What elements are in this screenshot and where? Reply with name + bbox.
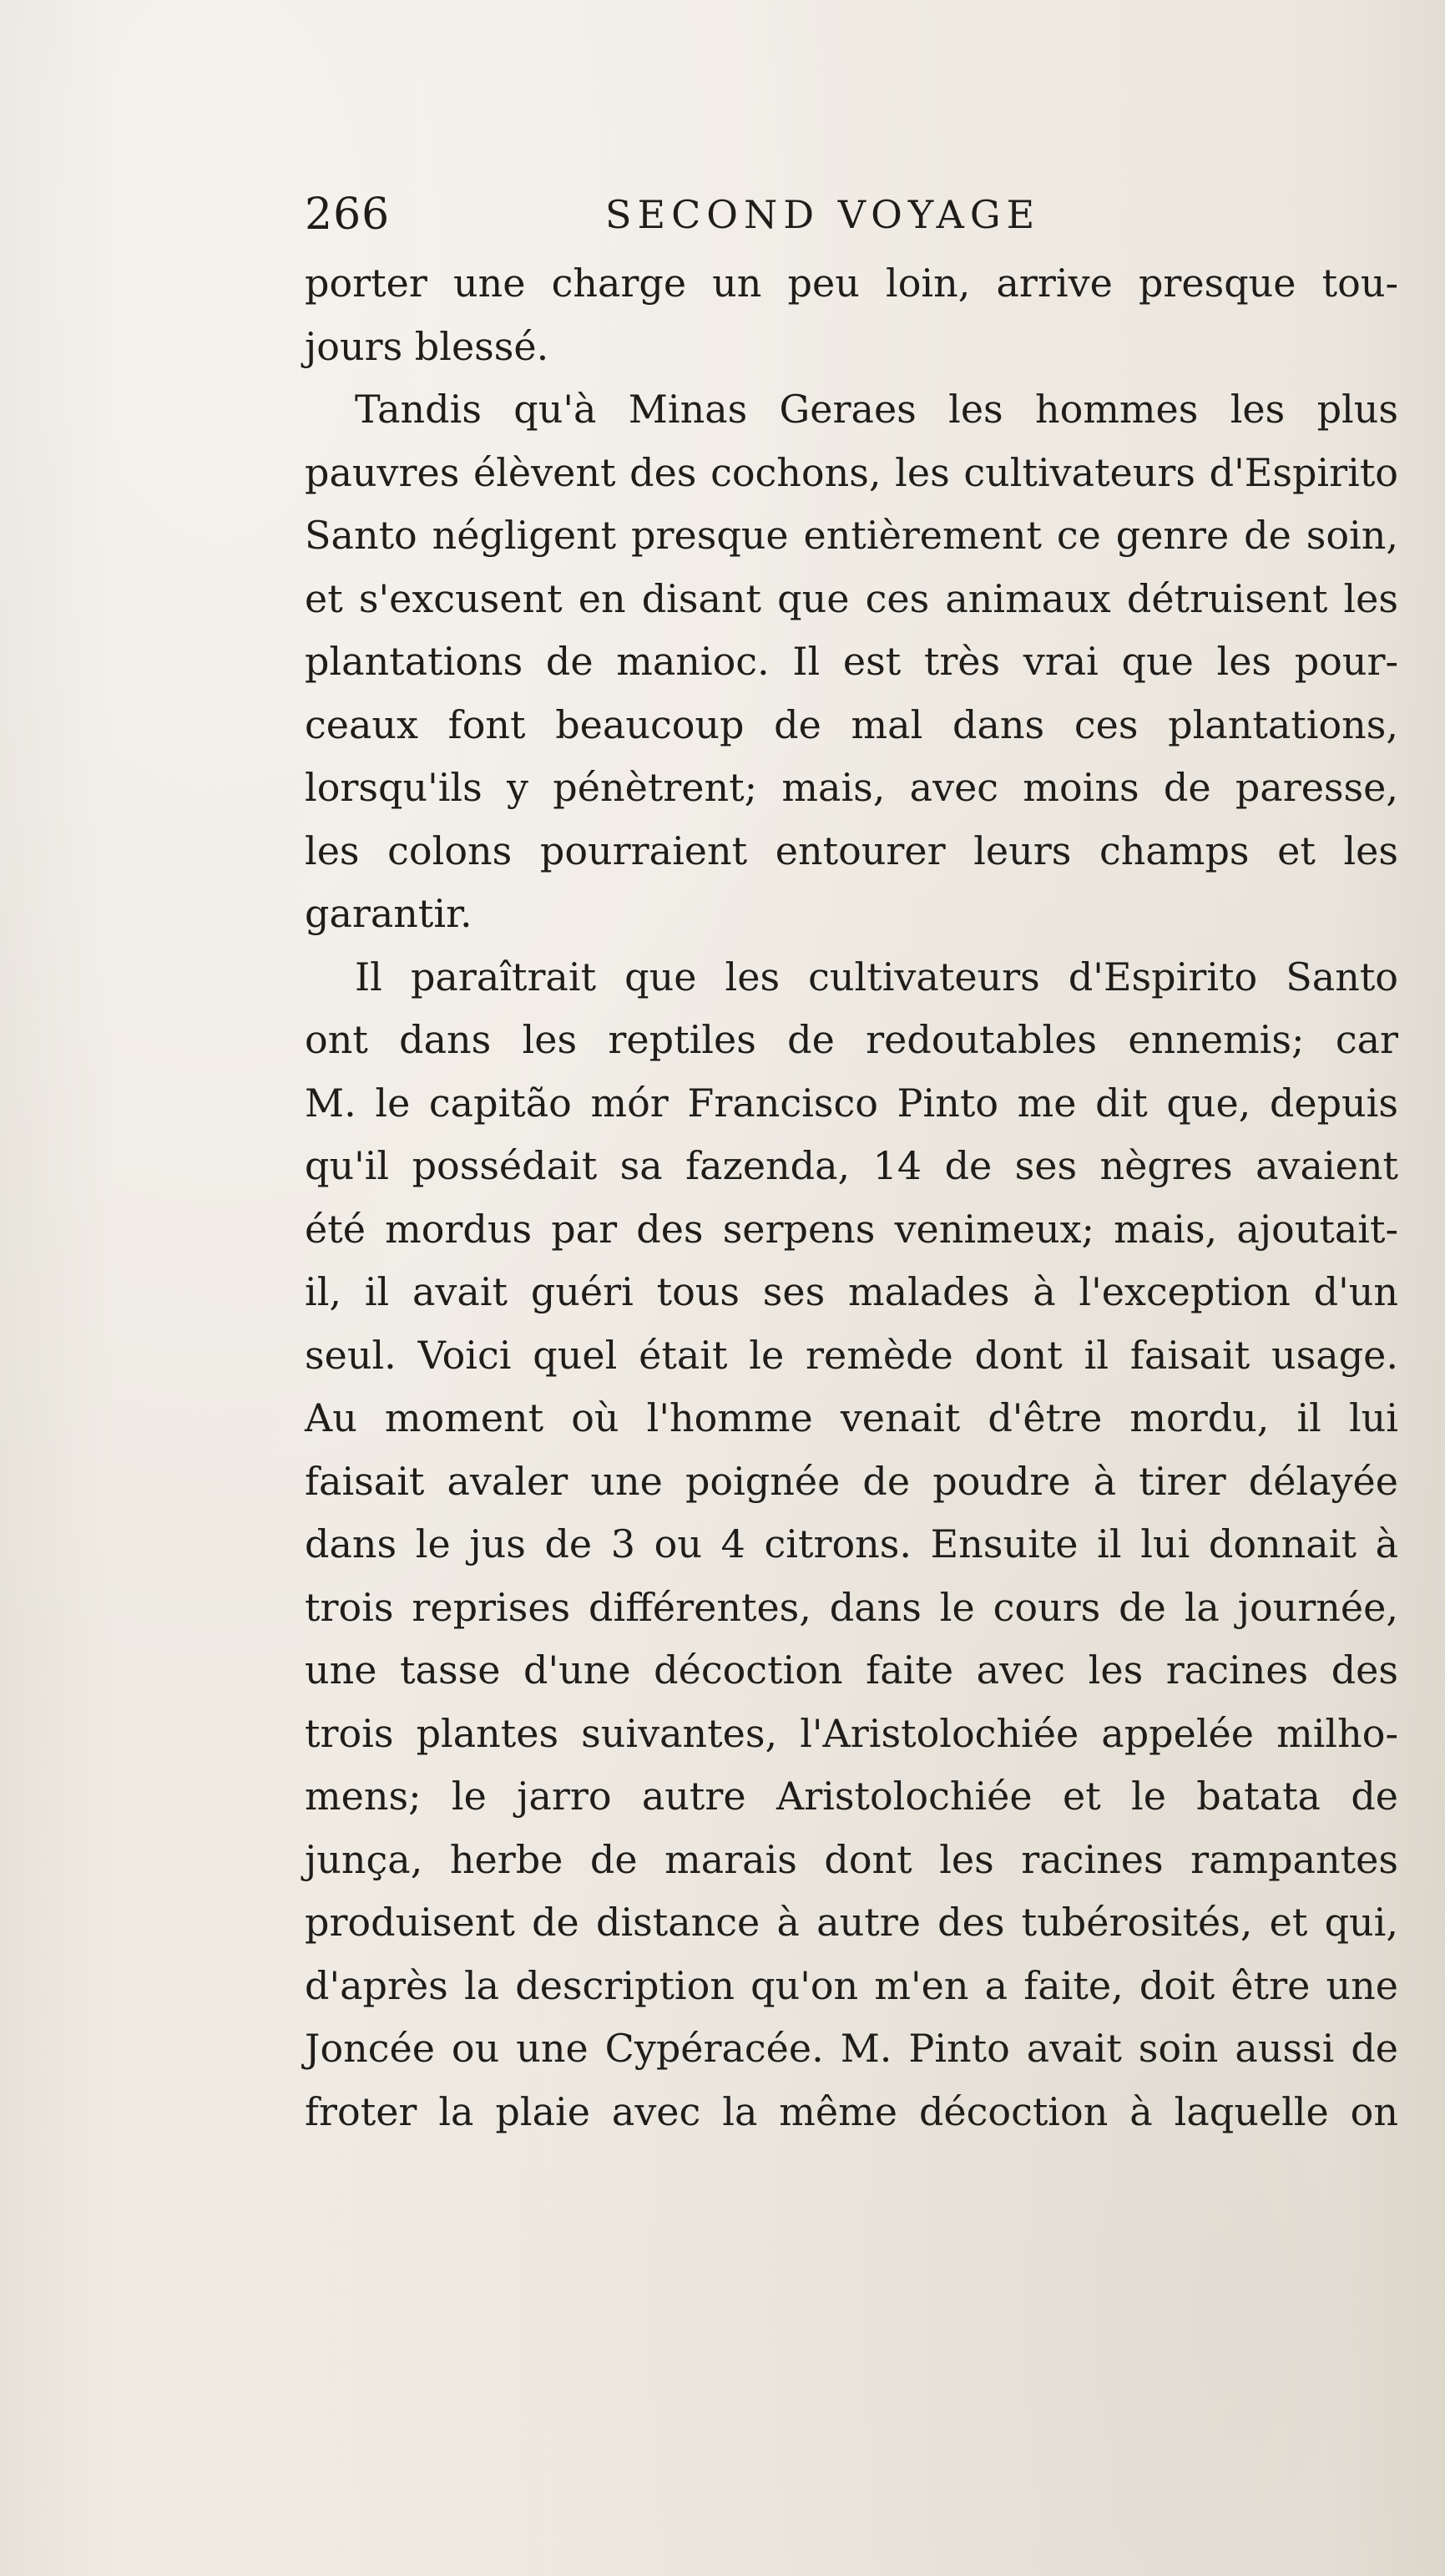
text-line: une tasse d'une décoction faite avec les racines des xyxy=(305,1647,1398,1693)
text-line: d'après la description qu'on m'en a faite, doit être une xyxy=(305,1962,1398,2008)
text-line: produisent de distance à autre des tubérosités, et qui, xyxy=(305,1900,1398,1945)
text-line: trois plantes suivantes, l'Aristolochiée appelée milho- xyxy=(305,1710,1398,1756)
text-line: trois reprises différentes, dans le cours de la journée, xyxy=(305,1584,1398,1630)
text-line: garantir. xyxy=(305,891,472,936)
text-line: plantations de manioc. Il est très vrai que les pour- xyxy=(305,639,1398,684)
text-line: M. le capitão mór Francisco Pinto me dit que, depuis xyxy=(305,1080,1398,1126)
text-line: et s'excusent en disant que ces animaux détruisent les xyxy=(305,575,1398,621)
text-line: Joncée ou une Cypéracée. M. Pinto avait soin aussi de xyxy=(305,2026,1398,2071)
paragraph-first-line: Il paraîtrait que les cultivateurs d'Espirito Santo xyxy=(355,954,1398,1000)
text-line: dans le jus de 3 ou 4 citrons. Ensuite il lui donnait à xyxy=(305,1521,1398,1566)
body-text xyxy=(305,252,1398,2143)
text-line: mens; le jarro autre Aristolochiée et le batata de xyxy=(305,1774,1398,1819)
page-header xyxy=(305,185,1139,244)
text-line: qu'il possédait sa fazenda, 14 de ses nègres avaient xyxy=(305,1143,1398,1188)
text-line: été mordus par des serpens venimeux; mais, ajoutait- xyxy=(305,1206,1398,1252)
text-line: lorsqu'ils y pénètrent; mais, avec moins de paresse, xyxy=(305,765,1398,810)
text-line: il, il avait guéri tous ses malades à l'exception d'un xyxy=(305,1269,1398,1314)
text-line: pauvres élèvent des cochons, les cultivateurs d'Espirito xyxy=(305,449,1398,495)
text-line: porter une charge un peu loin, arrive presque tou- xyxy=(305,261,1398,306)
text-line: froter la plaie avec la même décoction à laquelle on xyxy=(305,2088,1398,2134)
text-line: Au moment où l'homme venait d'être mordu, il lui xyxy=(305,1395,1398,1440)
text-line: seul. Voici quel était le remède dont il faisait usage. xyxy=(305,1332,1398,1378)
text-line: jours blessé. xyxy=(305,323,549,369)
text-line: junça, herbe de marais dont les racines rampantes xyxy=(305,1836,1398,1882)
text-line: faisait avaler une poignée de poudre à tirer délayée xyxy=(305,1458,1398,1504)
page-number: 266 xyxy=(305,190,391,240)
running-head: SECOND VOYAGE xyxy=(605,192,1041,237)
text-line: ont dans les reptiles de redoutables ennemis; car xyxy=(305,1017,1398,1062)
paragraph-first-line: Tandis qu'à Minas Geraes les hommes les plus xyxy=(355,387,1398,432)
text-line: les colons pourraient entourer leurs champs et les xyxy=(305,827,1398,873)
text-line: Santo négligent presque entièrement ce genre de soin, xyxy=(305,513,1398,558)
text-line: ceaux font beaucoup de mal dans ces plantations, xyxy=(305,701,1398,747)
